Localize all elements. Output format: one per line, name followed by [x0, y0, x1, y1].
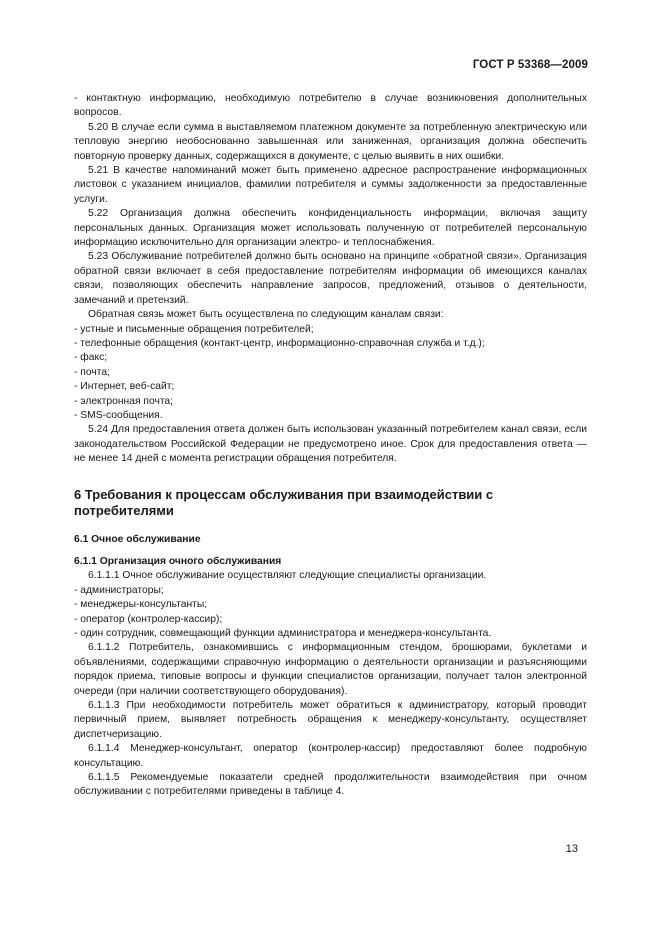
contact-info-text: контактную информацию, необходимую потребителю в случае возникновения дополнительных вопросов. [74, 93, 587, 119]
section-6-title: 6 Требования к процессам обслуживания при взаимодействии с потребителями [74, 486, 494, 518]
clause-5-20: 5.20 В случае если сумма в выставляемом платежном документе за потребленную электрическую или тепловую энергию необоснованно завышенная или заниженная, организация должна обеспечить повторную проверку данных, содержащихся в документе, с целью выявить в них ошибки. [74, 121, 587, 162]
document-header: ГОСТ Р 53368—2009 [472, 59, 588, 71]
list-item: - телефонные обращения (контакт-центр, информационно-справочная служба и т.д.); [74, 337, 587, 351]
channels-list [74, 323, 587, 424]
channels-intro: Обратная связь может быть осуществлена по следующим каналам связи: [88, 309, 444, 321]
list-item: - факс; [74, 351, 587, 365]
subsection-6-1-1-title: 6.1.1 Организация очного обслуживания [74, 555, 282, 567]
list-item: - администраторы; [74, 584, 587, 598]
clause-5-24: 5.24 Для предоставления ответа должен быть использован указанный потребителем канал связи, если законодательством Российской Федерации не предусмотрено иное. Срок для предоставления ответа — не менее 14 дней с момента регистрации обращения потребителя. [74, 424, 587, 465]
clause-6-1-1-4: 6.1.1.4 Менеджер-консультант, оператор (контролер-кассир) предоставляют более подробную консультацию. [74, 743, 587, 769]
clause-6-1-1-1: 6.1.1.1 Очное обслуживание осуществляют следующие специалисты организации. [88, 570, 487, 582]
clause-5-22: 5.22 Организация должна обеспечить конфиденциальность информации, включая защиту персональных данных. Организация может использовать полученную от потребителей персональную информацию исключительно для организации электро- и теплоснабжения. [74, 208, 587, 249]
list-item: - менеджеры-консультанты; [74, 598, 587, 612]
clause-5-21: 5.21 В качестве напоминаний может быть применено адресное распространение информационных листовок с указанием инициалов, фамилии потребителя и суммы задолженности за предоставленные услуги. [74, 165, 587, 205]
list-item: - один сотрудник, совмещающий функции администратора и менеджера-консультанта. [74, 627, 587, 641]
list-item: - устные и письменные обращения потребителей; [74, 323, 587, 337]
contact-info-item [74, 92, 587, 121]
list-item: - оператор (контролер-кассир); [74, 613, 587, 627]
clause-6-1-1-3: 6.1.1.3 При необходимости потребитель может обратиться к администратору, который проводит первичный прием, выявляет потребность обращения к менеджеру-консультанту, осуществляет диспетчеризацию. [74, 700, 587, 740]
page-number: 13 [565, 843, 578, 855]
document-body [74, 92, 587, 800]
clause-5-23: 5.23 Обслуживание потребителей должно быть основано на принципе «обратной связи». Организация обратной связи включает в себя предоставление потребителям информации об имеющихся каналах связи, позволяющих обеспечить направление запросов, предложений, отзывов о деятельности, замечаний и претензий. [74, 251, 587, 306]
clause-6-1-1-5: 6.1.1.5 Рекомендуемые показатели средней продолжительности взаимодействия при очном обслуживании с потребителями приведены в таблице 4. [74, 772, 587, 798]
staff-list [74, 584, 587, 642]
clause-6-1-1-2: 6.1.1.2 Потребитель, ознакомившись с информационным стендом, брошюрами, буклетами и объявлениями, содержащими справочную информацию о деятельности организации и разъясняющими порядок приема, типовые вопросы и функции специалистов организации, получает талон электронной очереди (при наличии соответствующего оборудования). [74, 642, 587, 697]
list-item: - SMS-сообщения. [74, 409, 587, 423]
list-item: - электронная почта; [74, 395, 587, 409]
subsection-6-1-title: 6.1 Очное обслуживание [74, 533, 201, 545]
list-item: - почта; [74, 366, 587, 380]
list-item: - Интернет, веб-сайт; [74, 380, 587, 394]
